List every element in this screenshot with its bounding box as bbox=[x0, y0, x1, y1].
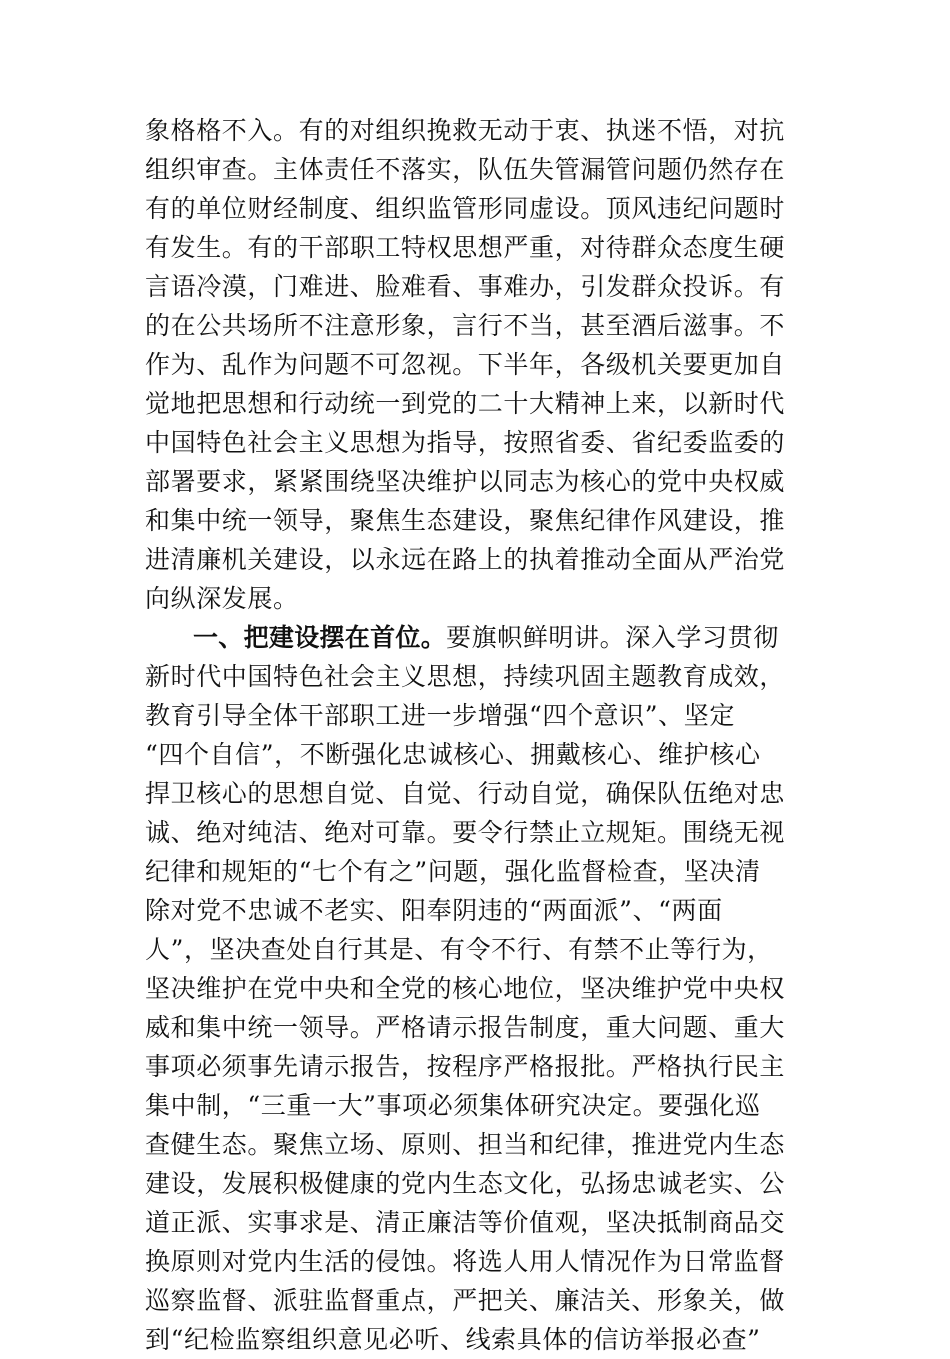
paragraph-line: 觉地把思想和行动统一到党的二十大精神上来，以新时代 bbox=[145, 389, 786, 418]
paragraph-line: 道正派、实事求是、清正廉洁等价值观，坚决抵制商品交 bbox=[145, 1208, 786, 1237]
paragraph-line: 巡察监督、派驻监督重点，严把关、廉洁关、形象关，做 bbox=[145, 1286, 786, 1315]
paragraph-line: 集中制，“三重一大”事项必须集体研究决定。要强化巡 bbox=[145, 1091, 761, 1120]
document-body bbox=[145, 111, 810, 1359]
paragraph-line: 部署要求，紧紧围绕坚决维护以同志为核心的党中央权威 bbox=[145, 467, 786, 496]
paragraph-line: 组织审查。主体责任不落实，队伍失管漏管问题仍然存在 bbox=[145, 155, 786, 184]
paragraph-line: 进清廉机关建设，以永远在路上的执着推动全面从严治党 bbox=[145, 545, 786, 574]
paragraph-line: 换原则对党内生活的侵蚀。将选人用人情况作为日常监督 bbox=[145, 1247, 786, 1276]
paragraph-first-line bbox=[145, 618, 810, 657]
paragraph-line: 作为、乱作为问题不可忽视。下半年，各级机关要更加自 bbox=[145, 350, 786, 379]
paragraph-line: 除对党不忠诚不老实、阳奉阴违的“两面派”、“两面 bbox=[145, 896, 723, 925]
paragraph-line: 象格格不入。有的对组织挽救无动于衷、执迷不悟，对抗 bbox=[145, 116, 786, 145]
paragraph-line: 向纵深发展。 bbox=[145, 584, 299, 613]
paragraph-line: 言语冷漠，门难进、脸难看、事难办，引发群众投诉。有 bbox=[145, 272, 786, 301]
paragraph-line: 诚、绝对纯洁、绝对可靠。要令行禁止立规矩。围绕无视 bbox=[145, 818, 786, 847]
paragraph-line: 坚决维护在党中央和全党的核心地位，坚决维护党中央权 bbox=[145, 974, 786, 1003]
paragraph-1 bbox=[145, 111, 810, 618]
section-heading: 一、把建设摆在首位。 bbox=[193, 623, 447, 652]
paragraph-line: 新时代中国特色社会主义思想，持续巩固主题教育成效， bbox=[145, 662, 786, 691]
paragraph-line: 和集中统一领导，聚焦生态建设，聚焦纪律作风建设，推 bbox=[145, 506, 786, 535]
paragraph-line: 人”，坚决查处自行其是、有令不行、有禁不止等行为， bbox=[145, 935, 773, 964]
paragraph-line: 教育引导全体干部职工进一步增强“四个意识”、坚定 bbox=[145, 701, 735, 730]
paragraph-line: 查健生态。聚焦立场、原则、担当和纪律，推进党内生态 bbox=[145, 1130, 786, 1159]
paragraph-line: “四个自信”，不断强化忠诚核心、拥戴核心、维护核心 bbox=[145, 740, 761, 769]
paragraph-line: 捍卫核心的思想自觉、自觉、行动自觉，确保队伍绝对忠 bbox=[145, 779, 786, 808]
paragraph-line: 事项必须事先请示报告，按程序严格报批。严格执行民主 bbox=[145, 1052, 786, 1081]
paragraph-line: 中国特色社会主义思想为指导，按照省委、省纪委监委的 bbox=[145, 428, 786, 457]
paragraph-line: 纪律和规矩的“七个有之”问题，强化监督检查，坚决清 bbox=[145, 857, 761, 886]
paragraph-line: 有的单位财经制度、组织监管形同虚设。顶风违纪问题时 bbox=[145, 194, 786, 223]
first-line-text: 要旗帜鲜明讲。深入学习贯彻 bbox=[446, 623, 779, 652]
paragraph-line: 到“纪检监察组织意见必听、线索具体的信访举报必查” bbox=[145, 1325, 761, 1354]
paragraph-2 bbox=[145, 618, 810, 1359]
paragraph-line: 威和集中统一领导。严格请示报告制度，重大问题、重大 bbox=[145, 1013, 786, 1042]
paragraph-line: 建设，发展积极健康的党内生态文化，弘扬忠诚老实、公 bbox=[145, 1169, 786, 1198]
paragraph-line: 有发生。有的干部职工特权思想严重，对待群众态度生硬 bbox=[145, 233, 786, 262]
paragraph-line: 的在公共场所不注意形象，言行不当，甚至酒后滋事。不 bbox=[145, 311, 786, 340]
